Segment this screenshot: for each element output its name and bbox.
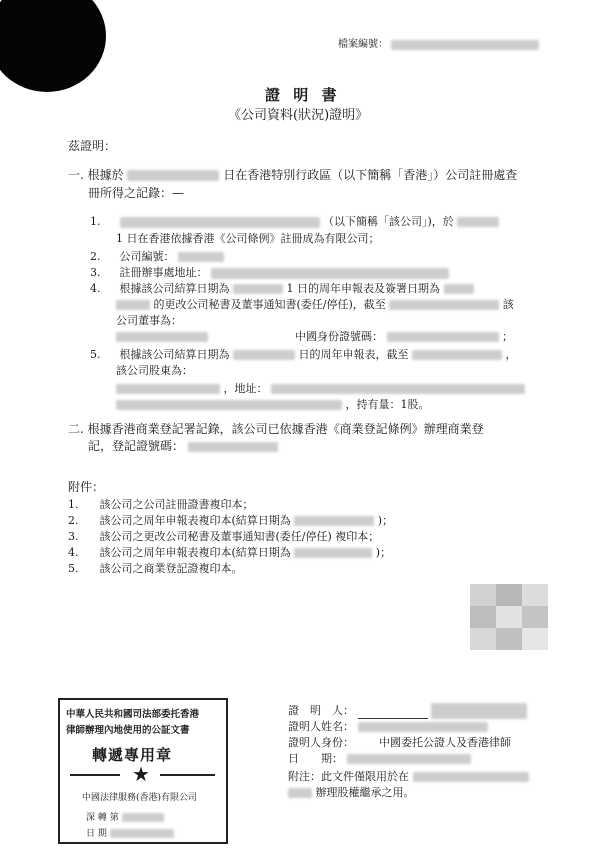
redacted-shareholder-address [271, 384, 525, 394]
attachment-item: 5. 該公司之商業登記證複印本。 [68, 562, 243, 575]
attachment-item: 3. 該公司之更改公司秘書及董事通知書(委任/停任) 複印本； [68, 530, 380, 543]
section1-line1: 一. 根據於 日在香港特別行政區（以下簡稱「香港」）公司註冊處查 [68, 168, 518, 182]
stamp-line2: 律師辦理內地使用的公証文書 [66, 725, 190, 736]
item-4-line1: 4. 根據該公司結算日期為 1 日的周年申報表及簽署日期為 [90, 280, 474, 296]
redacted-seal-mosaic [470, 584, 548, 650]
signer-identity-value: 中國委托公證人及香港律師 [379, 736, 511, 749]
redacted-signature-date [347, 754, 471, 764]
redacted-shareholder-address [116, 400, 342, 410]
redacted-br-number [188, 442, 278, 452]
item-5-line4: ，持有量：1股。 [116, 396, 430, 412]
item-5-line2: 該公司股東為： [116, 364, 193, 377]
stamp-divider-left [70, 774, 120, 776]
item-1-line1: 1. （以下簡稱「該公司」)，於 [90, 213, 499, 229]
item-5-line3: ，地址： [116, 380, 525, 396]
item-4-line3: 公司董事為： [116, 314, 182, 327]
redacted-company-number [178, 252, 224, 262]
signature-note-line2: 辦理股權繼承之用。 [288, 784, 415, 800]
file-number-row [338, 35, 539, 50]
stamp-divider-right [160, 774, 215, 776]
stamp-org: 中國法律服務(香港)有限公司 [82, 793, 198, 803]
redacted-file-number [391, 40, 539, 50]
signature-row-identity: 證明人身份： 中國委托公證人及香港律師 [288, 736, 511, 749]
signature-note-line1: 附注：此文件僅限用於在 [288, 768, 529, 784]
redacted-stamp-date [110, 829, 174, 838]
redacted-date [233, 284, 283, 294]
redacted-location [413, 772, 529, 782]
redacted-signature [431, 703, 527, 719]
signature-row-signer: 證 明 人： [288, 702, 527, 719]
star-icon: ★ [132, 762, 150, 786]
redacted-director-name [116, 332, 208, 342]
attachment-item: 2. 該公司之周年申報表複印本(結算日期為 )； [68, 514, 394, 527]
redacted-date [116, 300, 150, 310]
redacted-date [457, 217, 499, 227]
file-number-label: 檔案編號： [338, 39, 388, 50]
redaction-blot [0, 0, 106, 92]
stamp-field-number: 深 轉 第 [86, 810, 164, 823]
section2-line2: 記，登記證號碼： [88, 437, 278, 454]
redacted-company-name [120, 217, 320, 228]
attachment-item: 4. 該公司之周年申報表複印本(結算日期為 )； [68, 546, 392, 559]
item-4-line2: 的更改公司秘書及董事通知書(委任/停任)，截至 該 [116, 296, 514, 312]
item-1-line2: 1 日在香港依據香港《公司條例》註冊成為有限公司； [116, 232, 380, 245]
redacted-date [444, 284, 474, 294]
redacted-date [233, 350, 295, 360]
attachment-item: 1. 該公司之公司註冊證書複印本； [68, 498, 254, 511]
official-stamp [58, 698, 228, 844]
redacted-date [412, 350, 502, 360]
page-subtitle: 《公司資料(狀況)證明》 [228, 108, 369, 123]
signature-row-date: 日 期： [288, 750, 471, 766]
redacted-date [294, 516, 374, 526]
redacted-location [288, 788, 312, 798]
stamp-seal-title: 轉遞專用章 [92, 746, 173, 764]
section1-line2: 冊所得之記錄：— [88, 186, 185, 200]
attachments-label: 附件： [68, 480, 105, 494]
redacted-date [127, 170, 219, 181]
item-4-line4: 中國身份證號碼： ； [116, 328, 513, 344]
redacted-address [211, 268, 449, 279]
page-title: 證 明 書 [265, 86, 341, 104]
stamp-line1: 中華人民共和國司法部委托香港 [66, 709, 200, 720]
item-3: 3. 註冊辦事處地址： [90, 264, 449, 280]
signature-row-name: 證明人姓名： [288, 718, 488, 734]
stamp-field-date: 日 期 [86, 826, 174, 839]
item-2: 2. 公司編號： [90, 248, 224, 264]
section2-line1: 二. 根據香港商業登記署記錄，該公司已依據香港《商業登記條例》辦理商業登 [68, 422, 484, 436]
redacted-signer-name [358, 722, 488, 732]
redacted-date [294, 548, 372, 558]
redacted-shareholder-name [116, 384, 220, 394]
redacted-stamp-number [122, 813, 164, 822]
item-5-line1: 5. 根據該公司結算日期為 日的周年申報表，截至 ， [90, 348, 517, 361]
intro-text: 茲證明： [68, 139, 117, 153]
redacted-id-number [387, 332, 499, 342]
redacted-date [389, 300, 499, 310]
